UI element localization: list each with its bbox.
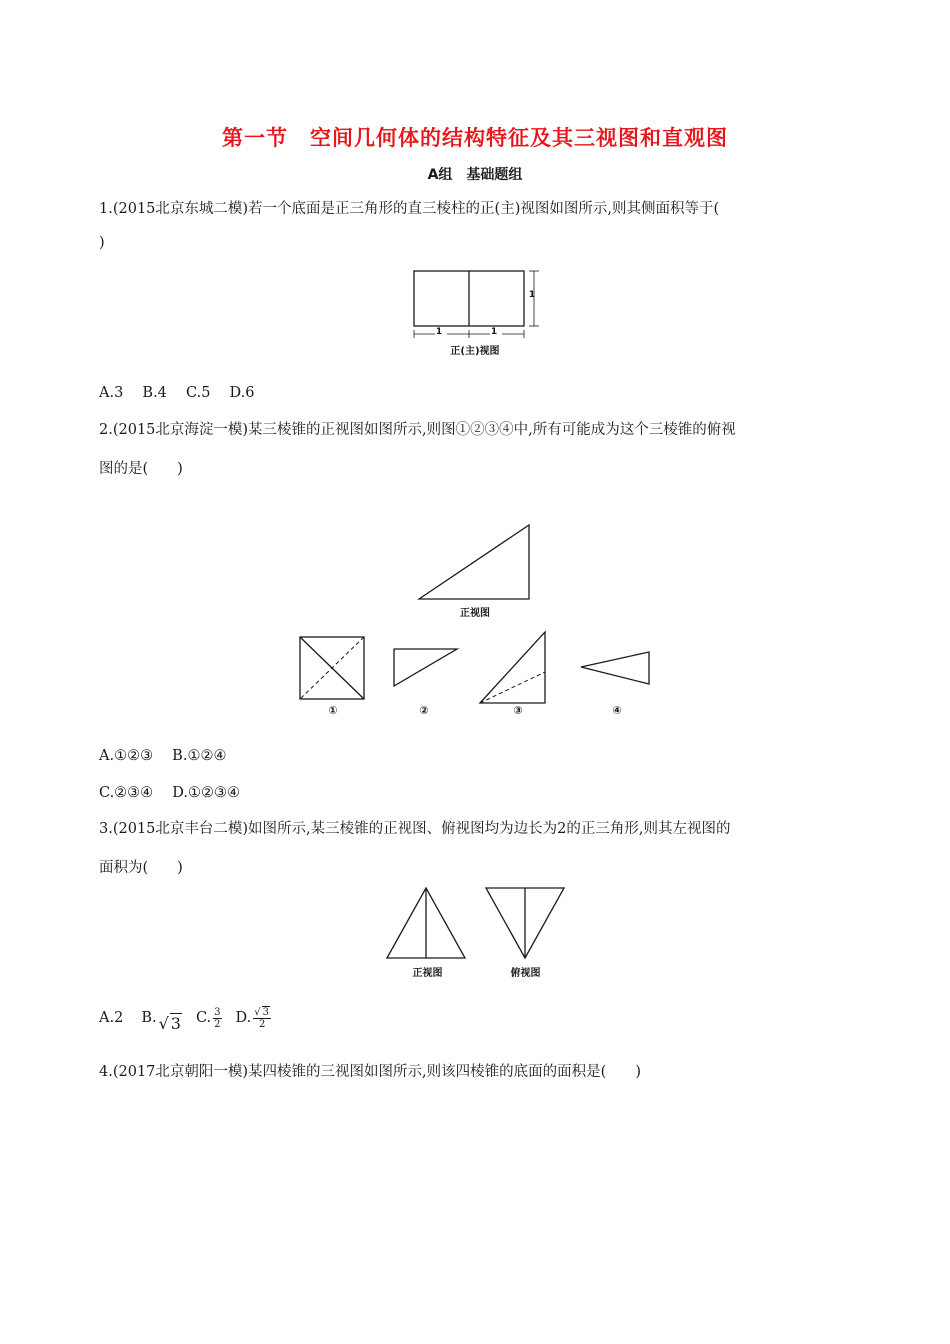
question-2-line2: 图的是( ) [99,461,183,477]
question-2-options-line2: C.②③④ D.①②③④ [99,785,241,801]
figure-2-label: ② [419,704,429,717]
question-3-figures [380,882,570,964]
question-3-front-caption: 正视图 [412,968,443,979]
question-2-front-caption: 正视图 [460,608,490,619]
page-title: 第一节 空间几何体的结构特征及其三视图和直观图 [222,126,728,150]
dim-height-label: 1 [528,290,536,300]
question-1-line2: ) [99,235,105,251]
q3-option-a: A.2 [99,1010,124,1026]
question-1-figure-caption: 正(主)视图 [450,346,500,357]
question-3-options [99,1006,271,1033]
q3-option-b-value: √ 3 [158,1014,181,1033]
q3-option-d-denominator: 2 [258,1019,266,1030]
dim-left-label: 1 [435,327,443,337]
question-3-text [99,815,851,882]
q3-option-d-fraction [253,1006,271,1030]
question-4-text: 4.(2017北京朝阳一模)某四棱锥的三视图如图所示,则该四棱锥的底面的面积是( ) [99,1064,641,1080]
q3-option-c-prefix: C. [195,1010,212,1026]
q3-option-b-radicand: 3 [170,1014,181,1033]
question-1-line1: 1.(2015北京东城二模)若一个底面是正三角形的直三棱柱的正(主)视图如图所示,则其侧面积等于( [99,201,720,217]
question-2-text [99,416,851,483]
figure-3-label: ③ [513,704,523,717]
front-view-triangle [419,525,529,599]
question-3-top-caption: 俯视图 [510,968,541,979]
figure-3-dashed-line [480,672,545,703]
question-1-text [99,195,851,257]
question-2-front-view [410,520,540,602]
question-1-figure [405,264,545,344]
question-3-line1: 3.(2015北京丰台二模)如图所示,某三棱锥的正视图、俯视图均为边长为2的正三角形,则其左视图的 [99,821,731,837]
question-1-options: A.3 B.4 C.5 D.6 [99,385,255,401]
q3-option-d-radicand: 3 [262,1007,269,1018]
question-2-options-line1: A.①②③ B.①②④ [99,748,227,764]
q3-option-c-fraction [213,1007,221,1030]
question-2-line1: 2.(2015北京海淀一模)某三棱锥的正视图如图所示,则图①②③④中,所有可能成为这个三棱锥的俯视 [99,422,736,438]
q3-option-c-numerator: 3 [214,1006,221,1018]
question-2-options-figures [295,628,655,708]
figure-3-triangle [480,632,545,703]
figure-4-triangle [581,652,649,684]
q3-option-d-prefix: D. [235,1010,252,1026]
figure-4-label: ④ [612,704,622,717]
question-3-line2: 面积为( ) [99,860,183,876]
figure-1-label: ① [328,704,338,717]
dim-right-label: 1 [490,327,498,337]
q3-option-b-prefix: B. [141,1010,157,1026]
q3-option-d-numerator: √ 3 [254,1007,269,1018]
q3-option-c-denominator: 2 [214,1018,221,1030]
group-heading: A组 基础题组 [427,167,523,183]
figure-2-triangle [394,649,457,686]
